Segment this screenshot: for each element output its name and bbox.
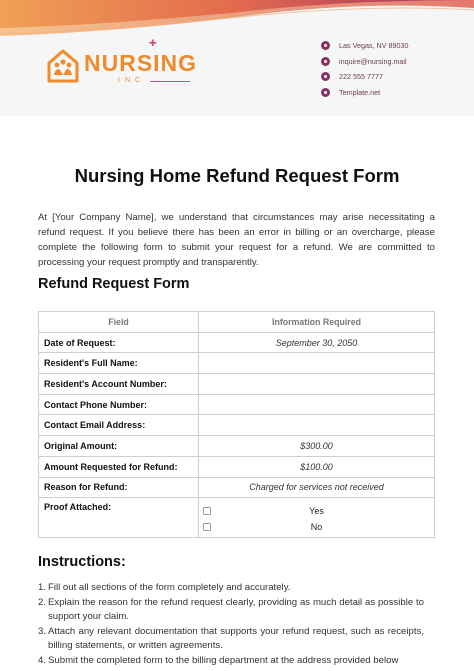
house-people-logo-icon (46, 48, 80, 84)
field-value[interactable] (199, 415, 435, 436)
field-label: Resident's Account Number: (39, 374, 199, 395)
header (0, 0, 474, 116)
proof-option-no[interactable] (199, 519, 434, 535)
page-title: Nursing Home Refund Request Form (74, 165, 400, 186)
table-row (39, 456, 435, 477)
field-value[interactable]: Charged for services not received (199, 477, 435, 498)
refund-request-table (38, 311, 435, 538)
table-row (39, 353, 435, 374)
contact-location (321, 38, 461, 54)
field-label: Original Amount: (39, 436, 199, 457)
checkbox-no[interactable] (203, 523, 211, 531)
field-label: Proof Attached: (39, 498, 199, 538)
table-row (39, 415, 435, 436)
contact-location-text: Las Vegas, NV 89030 (339, 41, 409, 51)
list-item-number: 2. (38, 596, 47, 608)
phone-icon (321, 72, 330, 81)
contact-email[interactable] (321, 54, 461, 70)
contact-phone (321, 69, 461, 85)
checkbox-yes-label: Yes (309, 506, 324, 517)
list-item-text: Attach any relevant documentation that supports your refund request, such as receipts, billing statements, or written agreements. (48, 625, 424, 651)
table-row (39, 374, 435, 395)
location-icon (321, 41, 330, 50)
table-row-proof (39, 498, 435, 538)
field-label: Date of Request: (39, 332, 199, 353)
table-row (39, 477, 435, 498)
intro-paragraph: At [Your Company Name], we understand that circumstances may arise necessitating a refund request. If you believe there has been an error in billing or an overcharge, please complete the following form to submit your request for a refund. We are committed to processing your request promptly and transparently. (38, 212, 435, 268)
contact-phone-text: 222 555 7777 (339, 72, 383, 82)
field-label: Contact Phone Number: (39, 394, 199, 415)
checkbox-no-label: No (310, 522, 323, 533)
company-logo (46, 38, 198, 86)
list-item-text: Submit the completed form to the billing department at the address provided below (48, 654, 399, 666)
field-value[interactable]: $300.00 (199, 436, 435, 457)
logo-plus-mark: ✚ (149, 38, 157, 48)
table-row (39, 436, 435, 457)
contact-email-text[interactable]: inquire@nursing.mail (339, 56, 407, 66)
list-item-text: Fill out all sections of the form completely and accurately. (48, 582, 291, 593)
field-value[interactable] (199, 353, 435, 374)
contact-website[interactable] (321, 85, 461, 101)
email-icon (321, 57, 330, 66)
table-header-row (39, 312, 435, 333)
contact-website-text[interactable]: Template.net (339, 87, 381, 97)
field-value[interactable]: September 30, 2050 (199, 332, 435, 353)
list-item-number: 1. (38, 582, 47, 593)
field-label: Contact Email Address: (39, 415, 199, 436)
instructions-title: Instructions: (38, 554, 126, 570)
list-item-text: Explain the reason for the refund request clearly, providing as much detail as possible to support your claim. (48, 596, 424, 622)
proof-option-yes[interactable] (199, 503, 434, 519)
field-value[interactable] (199, 394, 435, 415)
table-row (39, 394, 435, 415)
proof-options (199, 498, 435, 538)
field-label: Reason for Refund: (39, 477, 199, 498)
field-value[interactable] (199, 374, 435, 395)
field-value[interactable]: $100.00 (199, 456, 435, 477)
column-header-field: Field (39, 312, 199, 333)
field-label: Amount Requested for Refund: (39, 456, 199, 477)
logo-rule (150, 81, 190, 82)
list-item-number: 4. (38, 654, 47, 666)
web-icon (321, 88, 330, 97)
field-label: Resident's Full Name: (39, 353, 199, 374)
checkbox-yes[interactable] (203, 507, 211, 515)
list-item (38, 596, 424, 625)
list-item-number: 3. (38, 625, 47, 637)
list-item (38, 581, 424, 596)
table-row (39, 332, 435, 353)
logo-wordmark: NURSING (84, 50, 198, 76)
logo-subtitle: INC (118, 77, 146, 84)
column-header-information: Information Required (199, 312, 435, 333)
list-item (38, 625, 424, 654)
section-title: Refund Request Form (38, 276, 190, 292)
contact-info (321, 38, 461, 100)
list-item (38, 654, 424, 669)
instructions-list (38, 581, 424, 668)
